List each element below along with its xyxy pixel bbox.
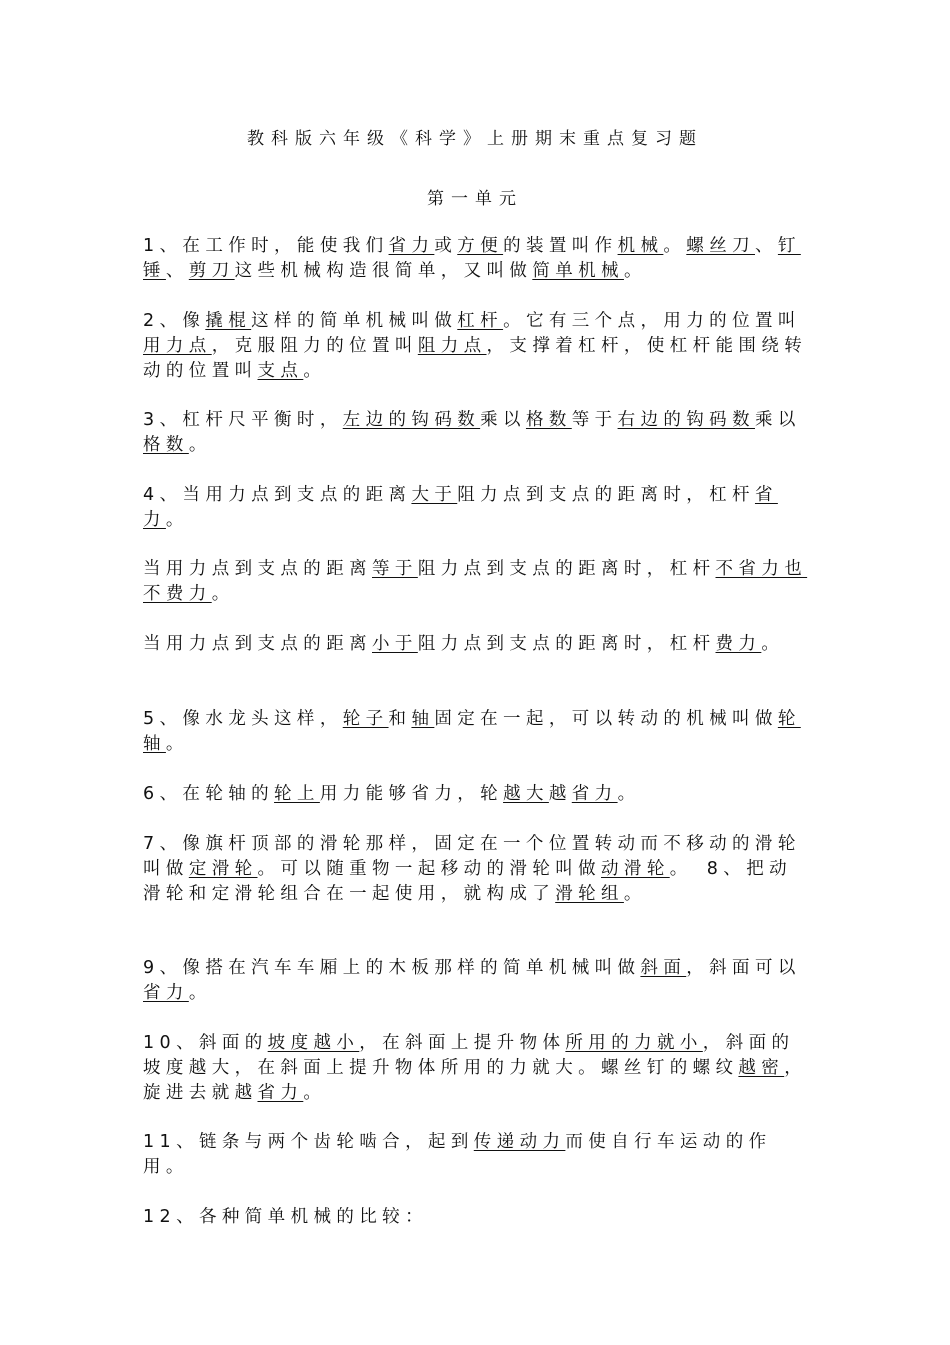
- paragraph: [143, 408, 811, 458]
- underlined-answer: 左边的钩码数: [342, 410, 481, 430]
- paragraph: [143, 234, 811, 284]
- underlined-answer: 省力: [571, 784, 618, 804]
- underlined-answer: 撬棍: [205, 311, 252, 331]
- underlined-answer: 螺丝刀: [686, 236, 755, 256]
- paragraph: [143, 782, 811, 807]
- paragraph: [143, 483, 811, 533]
- text-run: 或: [434, 236, 458, 256]
- paragraph: [143, 1205, 811, 1230]
- underlined-answer: 轮子: [342, 709, 389, 729]
- underlined-answer: 定滑轮: [188, 859, 258, 879]
- paragraph: [143, 632, 811, 657]
- text-run: 。: [623, 261, 647, 281]
- text-run: 阻力点到支点的距离时，杠杆: [417, 559, 716, 579]
- underlined-answer: 轮上: [274, 784, 320, 804]
- underlined-answer: 省力: [143, 983, 189, 1003]
- underlined-answer: 剪刀: [188, 261, 235, 281]
- text-run: 11、链条与两个齿轮啮合，起到: [143, 1132, 474, 1152]
- text-run: 4、当用力点到支点的距离: [143, 485, 412, 505]
- underlined-answer: 省力: [143, 485, 778, 530]
- underlined-answer: 方便: [457, 236, 504, 256]
- text-run: 10、斜面的: [143, 1033, 268, 1053]
- underlined-answer: 越密: [738, 1058, 785, 1078]
- paragraph: [143, 1031, 811, 1106]
- paragraph: [143, 1130, 811, 1180]
- underlined-answer: 大于: [411, 485, 458, 505]
- text-run: 、: [755, 236, 778, 256]
- text-run: 固定在一起，可以转动的机械叫做: [434, 709, 778, 729]
- text-run: 当用力点到支点的距离: [143, 559, 372, 579]
- text-run: 阻力点到支点的距离时，杠杆: [417, 634, 716, 654]
- text-run: 而使自行车运动的作用。: [143, 1132, 772, 1177]
- text-run: 2、像: [143, 311, 206, 331]
- text-run: 9、像搭在汽车车厢上的木板那样的简单机械叫做: [143, 958, 641, 978]
- underlined-answer: 越大: [503, 784, 549, 804]
- text-run: ，斜面可以: [686, 958, 801, 978]
- text-run: 5、像水龙头这样，: [143, 709, 343, 729]
- text-run: 。: [303, 361, 327, 381]
- document-title: 教科版六年级《科学》上册期末重点复习题: [247, 129, 703, 149]
- text-run: 。它有三个点，用力的位置叫: [503, 311, 801, 331]
- paragraph: [143, 707, 811, 757]
- text-run: 阻力点到支点的距离时，杠杆: [457, 485, 755, 505]
- text-run: 用力能够省力，轮: [319, 784, 504, 804]
- underlined-answer: 杠杆: [457, 311, 504, 331]
- underlined-answer: 格数: [525, 410, 572, 430]
- underlined-answer: 省力: [388, 236, 435, 256]
- text-run: 6、在轮轴的: [143, 784, 275, 804]
- text-run: 。可以随重物一起移动的滑轮叫做: [257, 859, 602, 879]
- underlined-answer: 动滑轮: [601, 859, 670, 879]
- unit-heading: 第一单元: [427, 189, 523, 209]
- text-run: 这样的简单机械叫做: [251, 311, 458, 331]
- underlined-answer: 简单机械: [532, 261, 624, 281]
- text-run: 。: [211, 584, 235, 604]
- underlined-answer: 支点: [257, 361, 304, 381]
- text-run: 这些机械构造很简单，又叫做: [234, 261, 533, 281]
- text-run: ，斜面的坡度越大，在斜面上提升物体所用的力就大。螺丝钉的螺纹: [143, 1033, 795, 1078]
- underlined-answer: 斜面: [640, 958, 687, 978]
- text-run: 。 8、把动滑轮和定滑轮组合在一起使用，就构成了: [143, 859, 793, 904]
- text-run: 1、在工作时，能使我们: [143, 236, 389, 256]
- text-run: 。: [188, 435, 212, 455]
- underlined-answer: 不省力也不费力: [143, 559, 808, 604]
- paragraph: [143, 557, 811, 607]
- text-run: 和: [388, 709, 412, 729]
- paragraph: [143, 956, 811, 1006]
- underlined-answer: 所用的力就小: [565, 1033, 703, 1053]
- underlined-answer: 格数: [143, 435, 189, 455]
- text-run: 的装置叫作: [503, 236, 618, 256]
- underlined-answer: 机械: [617, 236, 664, 256]
- underlined-answer: 滑轮组: [555, 884, 624, 904]
- text-run: 当用力点到支点的距离: [143, 634, 372, 654]
- text-run: 12、各种简单机械的比较：: [143, 1207, 428, 1227]
- underlined-answer: 钉锤: [143, 236, 801, 281]
- text-run: 等于: [571, 410, 618, 430]
- underlined-answer: 右边的钩码数: [617, 410, 755, 430]
- underlined-answer: 阻力点: [417, 336, 487, 356]
- underlined-answer: 等于: [372, 559, 418, 579]
- paragraph: [143, 832, 811, 907]
- underlined-answer: 坡度越小: [267, 1033, 360, 1053]
- text-run: 。: [188, 983, 212, 1003]
- text-run: 乘以: [480, 410, 526, 430]
- underlined-answer: 传递动力: [473, 1132, 566, 1152]
- text-run: ，旋进去就越: [143, 1058, 808, 1103]
- underlined-answer: 轮轴: [143, 709, 801, 754]
- text-run: 。: [623, 884, 647, 904]
- text-run: ，支撑着杠杆，使杠杆能围绕转动的位置叫: [143, 336, 808, 381]
- underlined-answer: 轴: [411, 709, 435, 729]
- text-run: 7、像旗杆顶部的滑轮那样，固定在一个位置转动而不移动的滑轮叫做: [143, 834, 801, 879]
- text-run: 3、杠杆尺平衡时，: [143, 410, 343, 430]
- text-run: 。: [617, 784, 641, 804]
- text-run: 。: [165, 734, 189, 754]
- text-run: ，克服阻力的位置叫: [211, 336, 418, 356]
- underlined-answer: 省力: [257, 1083, 304, 1103]
- underlined-answer: 费力: [715, 634, 762, 654]
- paragraph: [143, 309, 811, 384]
- text-run: 越: [548, 784, 572, 804]
- underlined-answer: 用力点: [143, 336, 212, 356]
- text-run: 、: [165, 261, 189, 281]
- text-run: 。: [761, 634, 785, 654]
- text-run: 。: [165, 510, 189, 530]
- text-run: ，在斜面上提升物体: [359, 1033, 566, 1053]
- underlined-answer: 小于: [372, 634, 418, 654]
- text-run: 。: [663, 236, 687, 256]
- text-run: 乘以: [754, 410, 801, 430]
- text-run: 。: [303, 1083, 327, 1103]
